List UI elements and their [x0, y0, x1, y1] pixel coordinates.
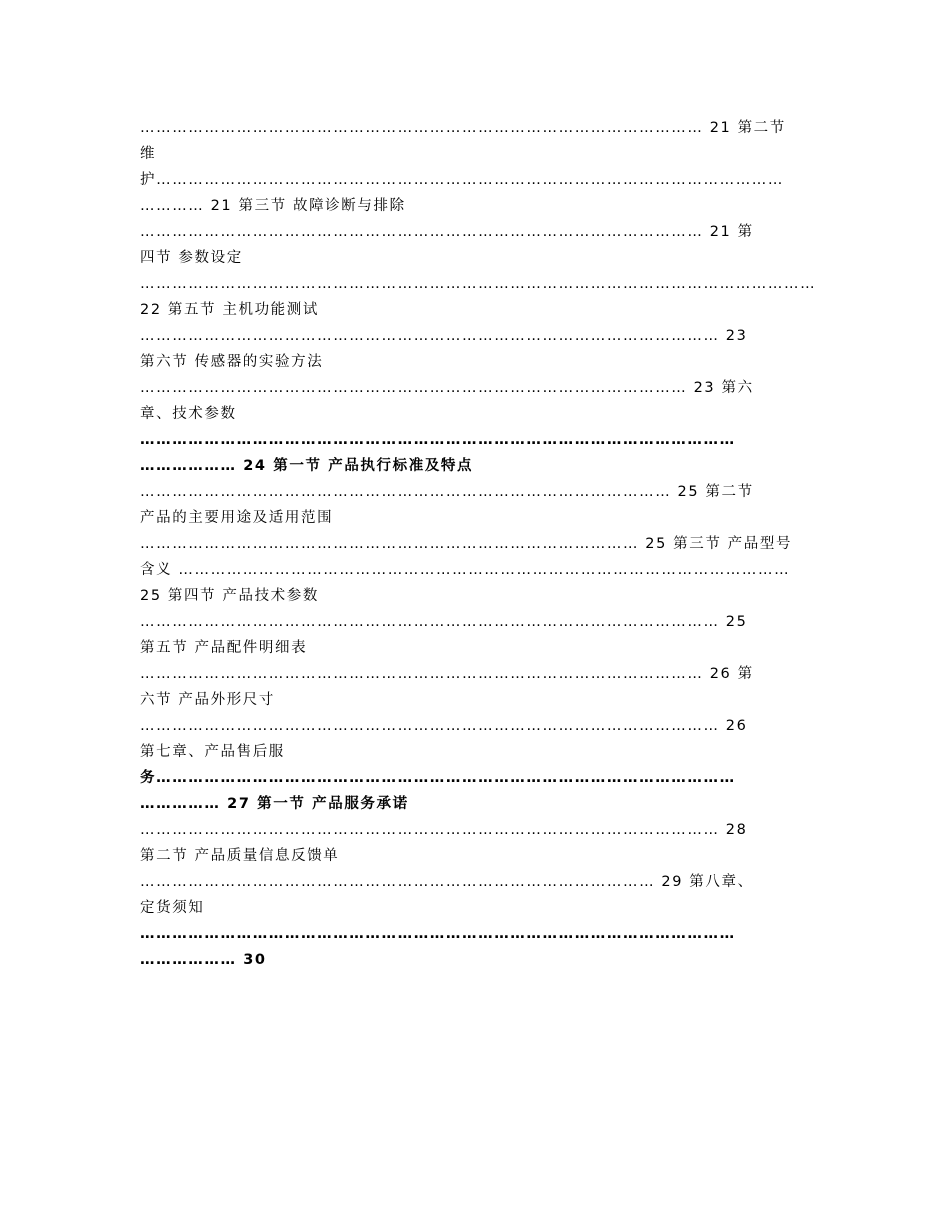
toc-line: 四节 参数设定: [140, 250, 243, 266]
toc-line: 护………………………………………………………………………………………………………: [140, 172, 784, 188]
toc-line: ………………………………………………………………………………… 25 第三节 产品型号: [140, 536, 793, 552]
toc-line: …………… 27 第一节 产品服务承诺: [140, 796, 409, 812]
toc-line: 第六节 传感器的实验方法: [140, 354, 324, 370]
toc-line: 第二节 产品质量信息反馈单: [140, 848, 340, 864]
toc-line: ……………………………………………………………………………………………… 28: [140, 822, 748, 838]
toc-line: ……………………………………………………………………………………… 25 第二节: [140, 484, 754, 500]
toc-line: ………… 21 第三节 故障诊断与排除: [140, 198, 406, 214]
toc-line: ……………… 30: [140, 952, 267, 968]
toc-line: ……………………………………………………………………………………………… 26: [140, 718, 748, 734]
toc-line: 第七章、产品售后服: [140, 744, 285, 760]
toc-line: 维: [140, 146, 157, 162]
toc-line: 22 第五节 主机功能测试: [140, 302, 319, 318]
toc-line: 章、技术参数: [140, 406, 237, 422]
toc-line: …………………………………………………………………………………… 29 第八章、: [140, 874, 754, 890]
toc-line: 第五节 产品配件明细表: [140, 640, 308, 656]
toc-line: ……………………………………………………………………………………………… 23: [140, 328, 748, 344]
toc-line: …………………………………………………………………………………………………: [140, 926, 736, 942]
toc-line: …………………………………………………………………………………………… 21 第: [140, 224, 754, 240]
toc-line: ……………… 24 第一节 产品执行标准及特点: [140, 458, 474, 474]
toc-line: 务………………………………………………………………………………………………: [140, 770, 736, 786]
toc-line: ……………………………………………………………………………………………… 25: [140, 614, 748, 630]
toc-line: ………………………………………………………………………………………………………………: [140, 276, 817, 292]
toc-line: ………………………………………………………………………………………… 23 第六: [140, 380, 754, 396]
toc-line: …………………………………………………………………………………………… 26 第: [140, 666, 754, 682]
toc-line: 六节 产品外形尺寸: [140, 692, 276, 708]
toc-line: 25 第四节 产品技术参数: [140, 588, 319, 604]
toc-line: 定货须知: [140, 900, 205, 916]
toc-line: 含义 ……………………………………………………………………………………………………: [140, 562, 791, 578]
toc-line: 产品的主要用途及适用范围: [140, 510, 334, 526]
toc-line: …………………………………………………………………………………………………: [140, 432, 736, 448]
toc-line: …………………………………………………………………………………………… 21 第二节: [140, 120, 786, 136]
